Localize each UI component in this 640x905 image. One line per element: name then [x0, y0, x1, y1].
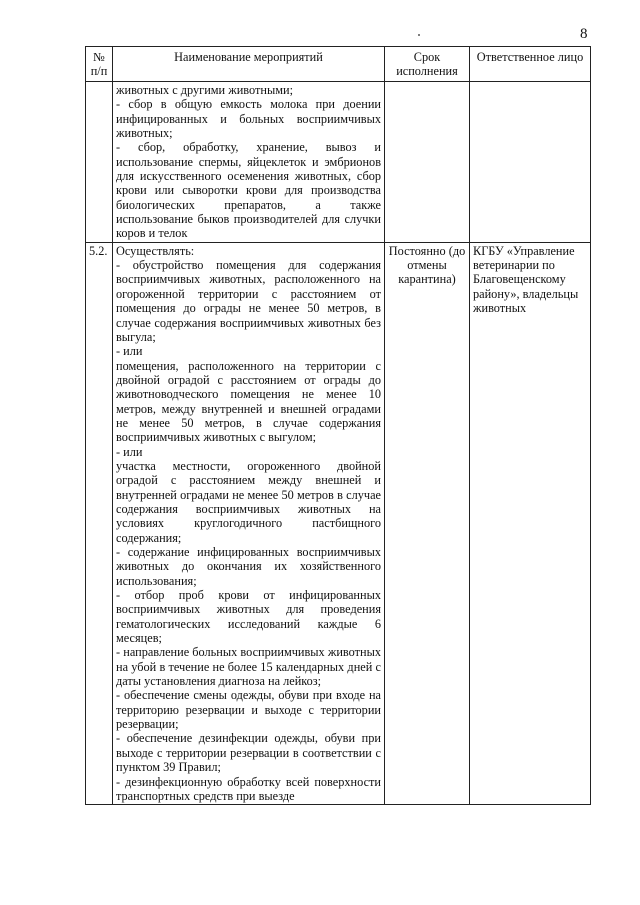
paragraph: участка местности, огороженного двойной оградой с расстоянием между внешней и внутренней оградами не менее 50 метров в случае содержания восприимчивых животных на условиях круглогодичного пастбищного содержания;: [116, 458, 381, 545]
scan-speck: [418, 34, 420, 36]
paragraph: - дезинфекционную обработку всей поверхности транспортных средств при выезде: [116, 774, 381, 803]
paragraph: - обеспечение дезинфекции одежды, обуви при выходе с территории резервации в соответствии с пунктом 39 Правил;: [116, 731, 381, 775]
table-row: [86, 242, 591, 804]
paragraph: - отбор проб крови от инфицированных восприимчивых животных для проведения гематологических исследований каждые 6 месяцев;: [116, 588, 381, 646]
paragraph: - направление больных восприимчивых животных на убой в течение не более 15 календарных дней с даты установления диагноза на лейкоз;: [116, 645, 381, 689]
measures-table: [85, 46, 591, 805]
header-responsible: Ответственное лицо: [470, 47, 591, 82]
responsible-cell: [470, 82, 591, 243]
paragraph: - обеспечение смены одежды, обуви при входе на территорию резервации и выходе с территории резервации;: [116, 688, 381, 732]
row-number: [86, 82, 113, 243]
paragraph: - обустройство помещения для содержания восприимчивых животных, расположенного на огороженной территории с расстоянием от помещения до ограды не менее 50 метров, в случае содержания восприимчивых животных без выгула;: [116, 258, 381, 344]
term-cell: [385, 82, 470, 243]
header-number: № п/п: [86, 47, 113, 82]
paragraph: - сбор в общую емкость молока при доении инфицированных и больных восприимчивых животных;: [116, 97, 381, 141]
paragraph: - содержание инфицированных восприимчивых животных до окончания их хозяйственного использования;: [116, 545, 381, 588]
paragraph: - или: [116, 444, 143, 459]
term-cell: Постоянно (до отмены карантина): [385, 242, 470, 804]
row-number: 5.2.: [86, 242, 113, 804]
paragraph: животных с другими животными;: [116, 83, 293, 97]
paragraph: помещения, расположенного на территории с двойной оградой с расстоянием от ограды до животноводческого помещения не менее 10 метров, между внутренней и внешней оградами не менее 50 метров, в случае содержания восприимчивых животных с выгулом;: [116, 358, 381, 445]
paragraph: - сбор, обработку, хранение, вывоз и использование спермы, яйцеклеток и эмбрионов для искусственного осеменения животных, сбор крови или сыворотки крови для производства биологических препаратов, а также использование быков производителей для случки коров и телок: [116, 140, 381, 241]
measures-cell: [113, 82, 385, 243]
table-header-row: [86, 47, 591, 82]
header-measures: Наименование мероприятий: [113, 47, 385, 82]
header-term: Срок исполнения: [385, 47, 470, 82]
paragraph: - или: [116, 344, 143, 359]
measures-cell: [113, 242, 385, 804]
responsible-cell: КГБУ «Управление ветеринарии по Благовещенскому району», владельцы животных: [470, 242, 591, 804]
page-number: 8: [580, 26, 588, 42]
paragraph: Осуществлять:: [116, 243, 195, 258]
table-row: [86, 82, 591, 243]
